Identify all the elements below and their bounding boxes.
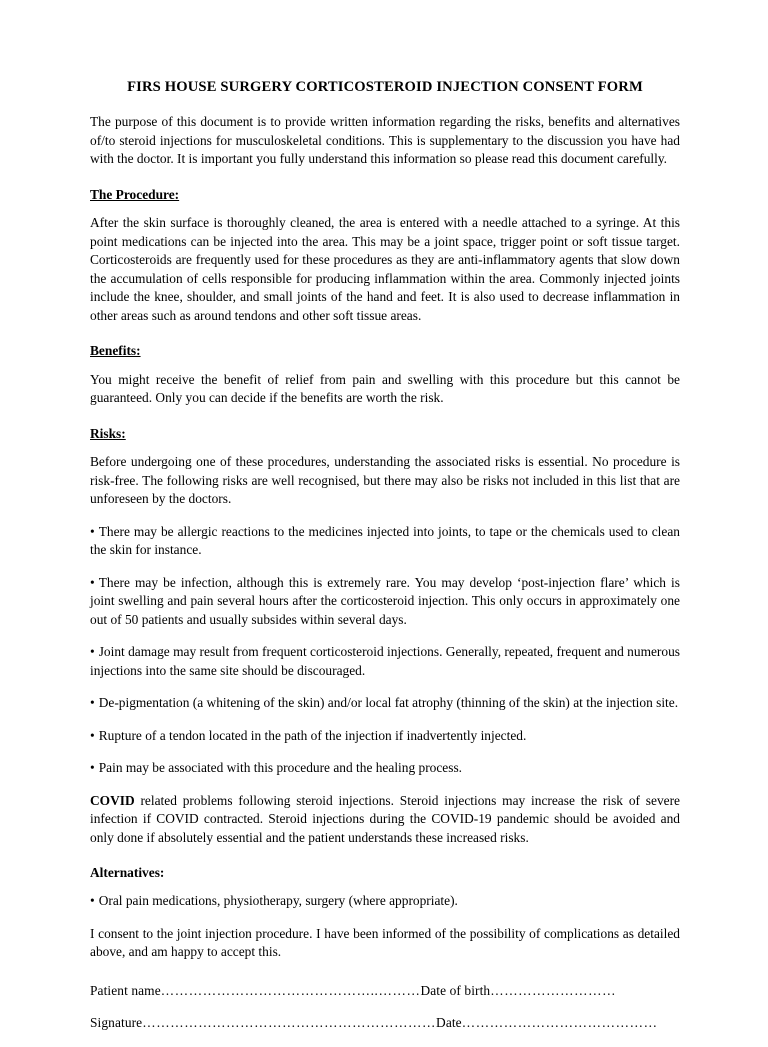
date-input-line[interactable]: …………………………………… <box>461 1015 658 1031</box>
date-of-birth-input-line[interactable]: ……………………… <box>490 982 617 998</box>
date-of-birth-label: Date of birth <box>420 982 491 998</box>
section-heading-benefits: Benefits: <box>90 343 141 359</box>
risk-bullet-text: There may be allergic reactions to the medicines injected into joints, to tape or the chemicals used to clean the skin for instance. <box>90 523 680 557</box>
risk-bullet-1 <box>90 523 680 560</box>
risk-bullet-text: Pain may be associated with this procedure and the healing process. <box>98 760 463 775</box>
date-label: Date <box>436 1015 462 1031</box>
patient-name-input-line[interactable]: ………………………………………..……… <box>160 982 421 998</box>
risk-bullet-text: Joint damage may result from frequent corticosteroid injections. Generally, repeated, frequent and numerous injections into the same site should be discouraged. <box>90 644 680 678</box>
signature-input-line[interactable]: ……………………………………………………… <box>142 1015 437 1031</box>
section-heading-risks: Risks: <box>90 425 126 441</box>
benefits-paragraph: You might receive the benefit of relief from pain and swelling with this procedure but this cannot be guaranteed. Only you can decide if the benefits are worth the risk. <box>90 371 680 406</box>
risk-bullet-text: There may be infection, although this is extremely rare. You may develop ‘post-injection flare’ which is joint swelling and pain several hours after the corticosteroid injection. This only occurs in approximately one out of 50 patients and usually subsides within several days. <box>90 574 680 627</box>
procedure-paragraph: After the skin surface is thoroughly cleaned, the area is entered with a needle attached to a syringe. At this point medications can be injected into the area. This may be a joint space, trigger point or soft tissue target. Corticosteroids are frequently used for these procedures as they are anti-inflammatory agents that slow down the accumulation of cells responsible for producing inflammation within the area. Commonly injected joints include the knee, shoulder, and small joints of the hand and feet. It is also used to decrease inflammation in other areas such as around tendons and other soft tissue areas. <box>90 215 680 323</box>
risk-bullet-6 <box>90 759 680 778</box>
bullet-icon: • <box>90 695 95 710</box>
section-heading-procedure: The Procedure: <box>90 186 180 202</box>
risk-bullet-5 <box>90 727 680 746</box>
risk-bullet-4 <box>90 694 680 713</box>
alternatives-bullet-1 <box>90 892 680 911</box>
signature-block <box>90 982 680 1033</box>
bullet-icon: • <box>90 727 95 743</box>
patient-name-label: Patient name <box>90 982 161 998</box>
patient-name-field-row <box>90 982 680 1001</box>
document-body <box>90 78 680 1047</box>
bullet-icon: • <box>90 523 95 539</box>
covid-body-text: related problems following steroid injections. Steroid injections may increase the risk of severe infection if COVID contracted. Steroid injections during the COVID-19 pandemic should be avoided and only done if absolutely essential and the patient understands these increased risks. <box>90 792 680 845</box>
alternatives-bullet-text: Oral pain medications, physiotherapy, surgery (where appropriate). <box>98 893 458 909</box>
signature-label: Signature <box>90 1015 143 1031</box>
bullet-icon: • <box>90 574 95 590</box>
section-heading-alternatives: Alternatives: <box>90 865 165 880</box>
risk-bullet-text: Rupture of a tendon located in the path of the injection if inadvertently injected. <box>98 727 527 743</box>
risks-intro-paragraph: Before undergoing one of these procedures, understanding the associated risks is essential. No procedure is risk-free. The following risks are well recognised, but there may also be risks not included in this list that are unforeseen by the doctors. <box>90 454 680 506</box>
risk-bullet-text: De-pigmentation (a whitening of the skin) and/or local fat atrophy (thinning of the skin) at the injection site. <box>98 695 679 710</box>
risk-bullet-2 <box>90 574 680 630</box>
signature-field-row <box>90 1014 680 1033</box>
covid-lead-word: COVID <box>90 792 135 808</box>
consent-paragraph: I consent to the joint injection procedure. I have been informed of the possibility of complications as detailed above, and am happy to accept this. <box>90 925 680 960</box>
bullet-icon: • <box>90 893 95 909</box>
risk-bullet-3 <box>90 643 680 680</box>
page-title: FIRS HOUSE SURGERY CORTICOSTEROID INJECTION CONSENT FORM <box>127 79 643 95</box>
bullet-icon: • <box>90 644 95 659</box>
bullet-icon: • <box>90 760 95 775</box>
intro-paragraph: The purpose of this document is to provide written information regarding the risks, benefits and alternatives of/to steroid injections for musculoskeletal conditions. This is supplementary to the discussion you have had with the doctor. It is important you fully understand this information so please read this document carefully. <box>90 114 680 167</box>
covid-paragraph <box>90 792 680 848</box>
